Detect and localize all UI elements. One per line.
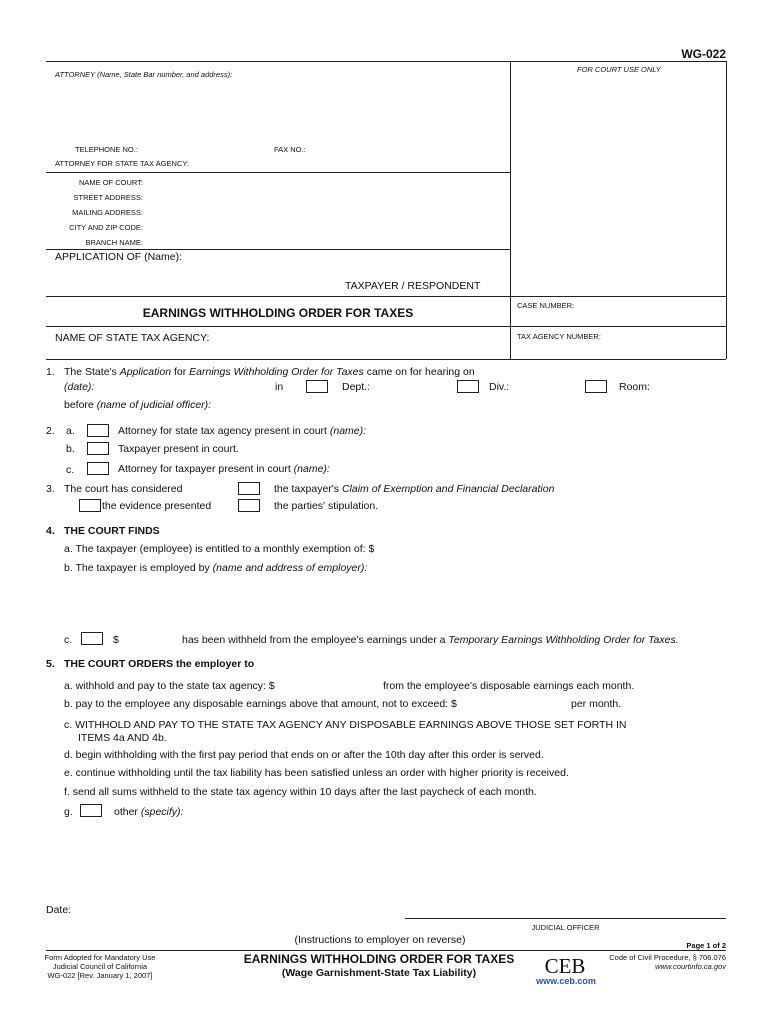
item4c-checkbox[interactable] [81, 632, 103, 645]
item4b-text: b. The taxpayer is employed by (name and address of employer): [64, 562, 368, 574]
telephone-label: TELEPHONE NO.: [75, 145, 138, 154]
ceb-logo: CEB [544, 954, 586, 978]
item2b-letter: b. [66, 443, 75, 455]
item5e-text: e. continue withholding until the tax liability has been satisfied unless an order with higher priority is received. [64, 767, 569, 779]
claim-checkbox[interactable] [238, 482, 260, 495]
dept-checkbox[interactable] [306, 380, 328, 393]
item2a-text: Attorney for state tax agency present in court (name): [118, 425, 367, 437]
evidence-checkbox[interactable] [79, 499, 101, 512]
item2-number: 2. [46, 425, 55, 437]
court-name-label: NAME OF COURT: [78, 178, 143, 187]
street-address-label: STREET ADDRESS: [73, 193, 143, 202]
stipulation-text: the parties' stipulation. [274, 500, 379, 512]
item5d-text: d. begin withholding with the first pay period that ends on or after the 10th day after this order is served. [64, 749, 544, 761]
div-checkbox[interactable] [457, 380, 479, 393]
page-number: Page 1 of 2 [686, 941, 726, 950]
dept-label: Dept.: [342, 381, 371, 393]
item2c-text: Attorney for taxpayer present in court (name): [118, 463, 330, 475]
caption-middle-divider [510, 61, 511, 359]
branch-name-label: BRANCH NAME: [85, 238, 143, 247]
case-number-label: CASE NUMBER: [517, 301, 575, 310]
ceb-website-link[interactable]: www.ceb.com [536, 976, 596, 986]
caption-right-border [726, 61, 727, 359]
attorney-label: ATTORNEY (Name, State Bar number, and address): [55, 70, 233, 79]
item2c-checkbox[interactable] [87, 462, 109, 475]
adopted-line-2: Judicial Council of California [52, 962, 148, 971]
item3-number: 3. [46, 483, 55, 495]
item5f-text: f. send all sums withheld to the state tax agency within 10 days after the last paycheck of each month. [64, 786, 537, 798]
hearing-date-label: (date): [64, 381, 95, 393]
item5g-letter: g. [64, 806, 73, 818]
item5a-text: a. withhold and pay to the state tax agency: $ [64, 680, 275, 692]
item4-number: 4. [46, 525, 55, 537]
item5c-line2: ITEMS 4a AND 4b. [78, 732, 167, 744]
item5b-tail: per month. [571, 698, 622, 710]
item4c-dollar: $ [113, 634, 119, 646]
parties-box-bottom [46, 296, 726, 297]
court-use-label: FOR COURT USE ONLY [577, 65, 661, 74]
item2a-letter: a. [66, 425, 75, 437]
courtinfo-link[interactable]: www.courtinfo.ca.gov [655, 962, 726, 971]
footer-title: EARNINGS WITHHOLDING ORDER FOR TAXES [243, 952, 515, 966]
application-label: APPLICATION OF (Name): [55, 251, 182, 263]
fax-label: FAX NO.: [274, 145, 306, 154]
item4a-text: a. The taxpayer (employee) is entitled to a monthly exemption of: $ [64, 543, 375, 555]
form-title: EARNINGS WITHHOLDING ORDER FOR TAXES [142, 306, 414, 320]
div-label: Div.: [489, 381, 510, 393]
attorney-for-label: ATTORNEY FOR STATE TAX AGENCY: [55, 159, 190, 168]
date-label: Date: [46, 904, 72, 916]
agency-name-label: NAME OF STATE TAX AGENCY: [55, 332, 210, 344]
item5c-line1: c. WITHHOLD AND PAY TO THE STATE TAX AGENCY ANY DISPOSABLE EARNINGS ABOVE THOSE SET FORTH IN [64, 719, 627, 731]
room-checkbox[interactable] [585, 380, 607, 393]
caption-top-border [46, 61, 726, 62]
claim-text: the taxpayer's Claim of Exemption and Financial Declaration [274, 483, 555, 495]
item3-text: The court has considered [64, 483, 183, 495]
mailing-address-label: MAILING ADDRESS: [72, 208, 143, 217]
form-id: WG-022 [681, 47, 726, 61]
agency-number-label: TAX AGENCY NUMBER: [517, 332, 601, 341]
instructions-note: (Instructions to employer on reverse) [294, 934, 466, 946]
item2b-checkbox[interactable] [87, 442, 109, 455]
item5a-tail: from the employee's disposable earnings each month. [383, 680, 635, 692]
adopted-line-1: Form Adopted for Mandatory Use [44, 953, 156, 962]
code-citation: Code of Civil Procedure, § 706.076 [609, 953, 726, 962]
judicial-officer-line: before (name of judicial officer): [64, 399, 212, 411]
room-label: Room: [619, 381, 650, 393]
item5g-checkbox[interactable] [80, 804, 102, 817]
city-zip-label: CITY AND ZIP CODE: [69, 223, 143, 232]
item2c-letter: c. [66, 464, 75, 476]
in-label: in [275, 381, 284, 393]
item1-number: 1. [46, 366, 55, 378]
item4-heading: THE COURT FINDS [64, 525, 160, 537]
item2a-checkbox[interactable] [87, 424, 109, 437]
item4c-letter: c. [64, 634, 73, 646]
item2b-text: Taxpayer present in court. [118, 443, 239, 455]
footer-rule [46, 950, 726, 951]
attorney-box-bottom [46, 172, 510, 173]
title-box-bottom [46, 326, 726, 327]
taxpayer-respondent-label: TAXPAYER / RESPONDENT [345, 280, 481, 292]
evidence-text: the evidence presented [102, 500, 212, 512]
court-box-bottom [46, 249, 510, 250]
item4c-text: has been withheld from the employee's earnings under a Temporary Earnings Withholding Order for Taxes. [182, 634, 679, 646]
item5g-text: other (specify): [114, 806, 184, 818]
footer-subtitle: (Wage Garnishment-State Tax Liability) [281, 967, 477, 979]
adopted-line-3: WG-022 [Rev. January 1, 2007] [47, 971, 153, 980]
item5-heading: THE COURT ORDERS the employer to [64, 658, 255, 670]
item5-number: 5. [46, 658, 55, 670]
stipulation-checkbox[interactable] [238, 499, 260, 512]
judicial-officer-label: JUDICIAL OFFICER [531, 923, 600, 932]
item5b-text: b. pay to the employee any disposable earnings above that amount, not to exceed: $ [64, 698, 457, 710]
signature-line [405, 918, 726, 919]
item1-text: The State's Application for Earnings Withholding Order for Taxes came on for hearing on [64, 366, 475, 378]
caption-bottom-border [46, 359, 726, 360]
